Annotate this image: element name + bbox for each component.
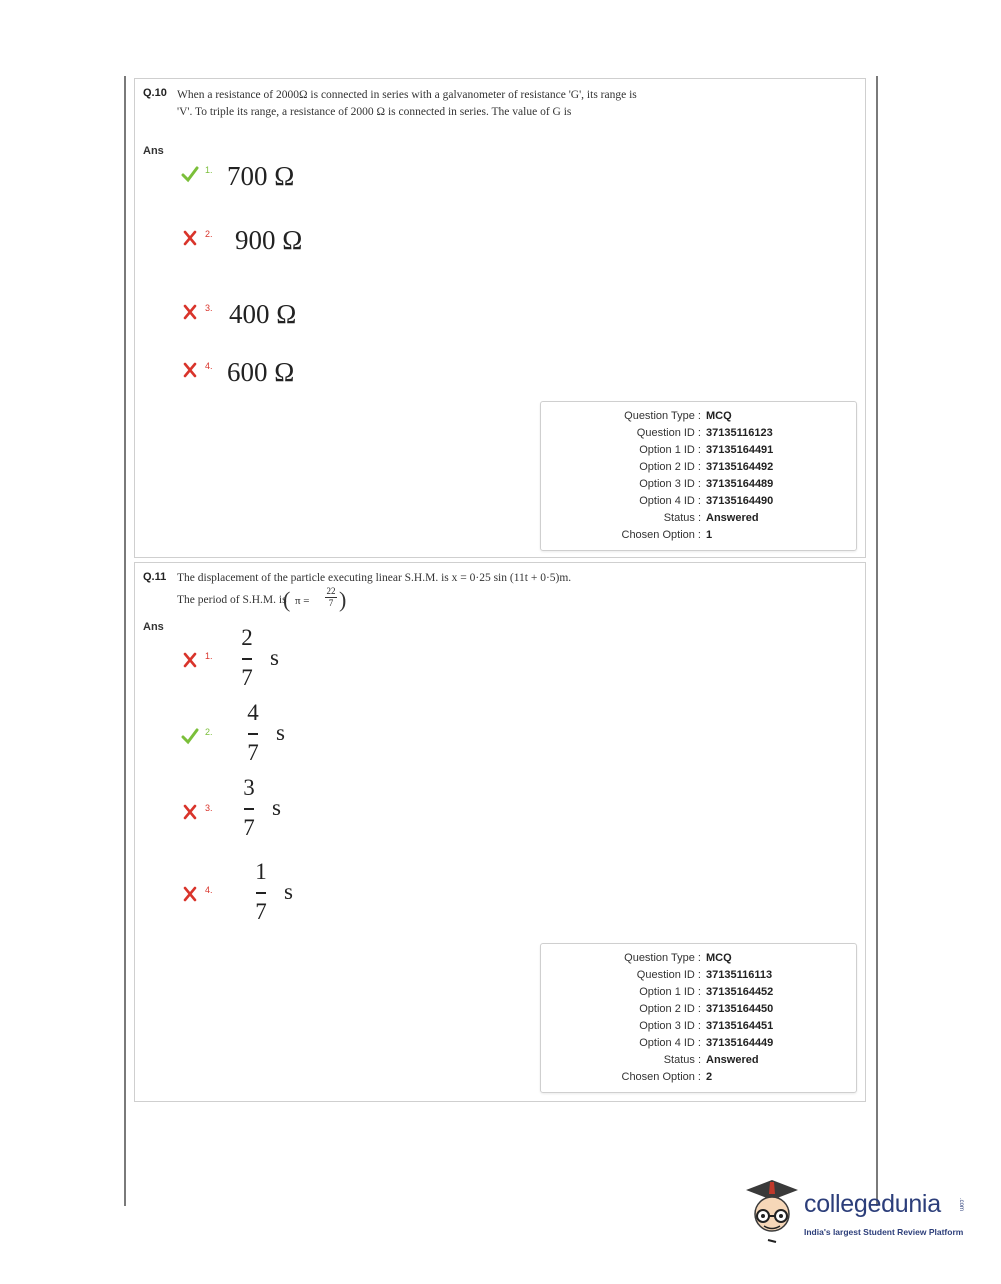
option-number: 1. — [205, 165, 213, 175]
cross-icon — [181, 885, 199, 903]
fraction-numerator: 2 — [241, 625, 253, 650]
fraction-numerator: 3 — [243, 775, 255, 800]
question-text-period: The period of S.H.M. is — [177, 594, 287, 606]
info-value: 37135164450 — [706, 1003, 774, 1015]
cross-icon — [181, 303, 199, 321]
logo-tagline: India's largest Student Review Platform — [804, 1227, 964, 1237]
fraction-denominator: 7 — [241, 665, 253, 690]
info-key: Status : — [663, 1054, 701, 1066]
option-number: 4. — [205, 361, 213, 371]
page-right-border — [876, 76, 878, 1206]
info-key: Chosen Option : — [621, 1071, 701, 1083]
question-block-q10 — [134, 78, 866, 558]
option-value: 600 Ω — [227, 357, 295, 387]
question-text: When a resistance of 2000Ω is connected in series with a galvanometer of resistance 'G', its range is 'V'. To triple its range, a resistance of 2000 Ω is connected in series. The value of G is — [177, 89, 637, 118]
pi-symbol: π = — [295, 595, 310, 607]
unit: s — [270, 645, 279, 670]
info-value: Answered — [706, 512, 759, 524]
cross-icon — [181, 651, 199, 669]
option-1-fraction — [237, 625, 297, 695]
info-row — [541, 1018, 856, 1035]
info-value: MCQ — [706, 952, 732, 964]
info-row — [541, 442, 856, 459]
option-number: 1. — [205, 651, 213, 661]
info-row — [541, 1069, 856, 1086]
fraction-bar — [244, 808, 254, 810]
info-value: 37135164492 — [706, 461, 774, 473]
info-row — [541, 459, 856, 476]
info-value: 37135164451 — [706, 1020, 774, 1032]
logo-wordmark: collegedunia — [804, 1190, 941, 1218]
option-number: 2. — [205, 229, 213, 239]
cross-icon — [181, 803, 199, 821]
checkmark-icon — [181, 165, 199, 183]
info-key: Question ID : — [636, 969, 701, 981]
page-left-border — [124, 76, 126, 1206]
fraction-bar — [248, 733, 258, 735]
info-value: 1 — [706, 529, 713, 541]
info-key: Option 3 ID : — [639, 478, 701, 490]
question-info-panel — [540, 401, 857, 551]
info-key: Option 1 ID : — [639, 444, 701, 456]
unit: s — [276, 720, 285, 745]
option-value: 900 Ω — [235, 225, 303, 255]
answer-label: Ans — [143, 145, 164, 157]
info-row — [541, 527, 856, 544]
info-key: Question ID : — [636, 427, 701, 439]
option-value: 400 Ω — [229, 299, 297, 329]
option-number: 4. — [205, 885, 213, 895]
info-key: Option 4 ID : — [639, 495, 701, 507]
unit: s — [272, 795, 281, 820]
info-value: 37135164452 — [706, 986, 774, 998]
info-key: Option 1 ID : — [639, 986, 701, 998]
info-value: 37135164491 — [706, 444, 774, 456]
info-key: Option 4 ID : — [639, 1037, 701, 1049]
info-value: 37135164490 — [706, 495, 774, 507]
info-key: Option 2 ID : — [639, 461, 701, 473]
info-row — [541, 1052, 856, 1069]
info-key: Option 2 ID : — [639, 1003, 701, 1015]
fraction-denominator: 7 — [247, 740, 259, 765]
info-value: 37135164449 — [706, 1037, 774, 1049]
mascot-icon — [742, 1176, 802, 1246]
unit: s — [284, 879, 293, 904]
right-paren: ) — [339, 587, 347, 612]
fraction-numerator: 4 — [247, 700, 259, 725]
logo-suffix: .com — [958, 1198, 964, 1212]
question-number: Q.11 — [143, 571, 167, 583]
info-key: Option 3 ID : — [639, 1020, 701, 1032]
left-paren: ( — [283, 587, 291, 612]
question-text: The displacement of the particle executing linear S.H.M. is x = 0·25 sin (11t + 0·5)m. — [177, 572, 572, 584]
info-value: 37135164489 — [706, 478, 774, 490]
info-row — [541, 425, 856, 442]
fraction-numerator: 1 — [255, 859, 267, 884]
info-row — [541, 476, 856, 493]
option-number: 3. — [205, 803, 213, 813]
info-key: Status : — [663, 512, 701, 524]
fraction-bar — [242, 658, 252, 660]
option-2-fraction — [243, 700, 303, 770]
info-key: Question Type : — [624, 410, 701, 422]
question-info-panel — [540, 943, 857, 1093]
info-value: MCQ — [706, 410, 732, 422]
cross-icon — [181, 361, 199, 379]
option-number: 3. — [205, 303, 213, 313]
pi-numerator: 22 — [326, 586, 336, 596]
cross-icon — [181, 229, 199, 247]
info-row — [541, 510, 856, 527]
info-row — [541, 408, 856, 425]
question-number: Q.10 — [143, 87, 167, 99]
info-key: Question Type : — [624, 952, 701, 964]
info-key: Chosen Option : — [621, 529, 701, 541]
option-3-fraction — [239, 775, 299, 845]
info-row — [541, 984, 856, 1001]
fraction-denominator: 7 — [255, 899, 267, 924]
pi-expression — [283, 585, 363, 615]
info-value: Answered — [706, 1054, 759, 1066]
info-row — [541, 1001, 856, 1018]
info-value: 37135116113 — [706, 969, 773, 981]
option-4-fraction — [251, 859, 311, 929]
fraction-bar — [256, 892, 266, 894]
question-block-q11 — [134, 562, 866, 1102]
info-row — [541, 1035, 856, 1052]
info-row — [541, 493, 856, 510]
info-value: 37135116123 — [706, 427, 773, 439]
info-row — [541, 950, 856, 967]
fraction-denominator: 7 — [243, 815, 255, 840]
collegedunia-logo — [742, 1176, 972, 1246]
option-value: 700 Ω — [227, 161, 295, 191]
checkmark-icon — [181, 727, 199, 745]
question-text-line2 — [177, 592, 647, 609]
option-number: 2. — [205, 727, 213, 737]
answer-label: Ans — [143, 621, 164, 633]
info-row — [541, 967, 856, 984]
pi-denominator: 7 — [328, 598, 334, 608]
info-value: 2 — [706, 1071, 713, 1083]
